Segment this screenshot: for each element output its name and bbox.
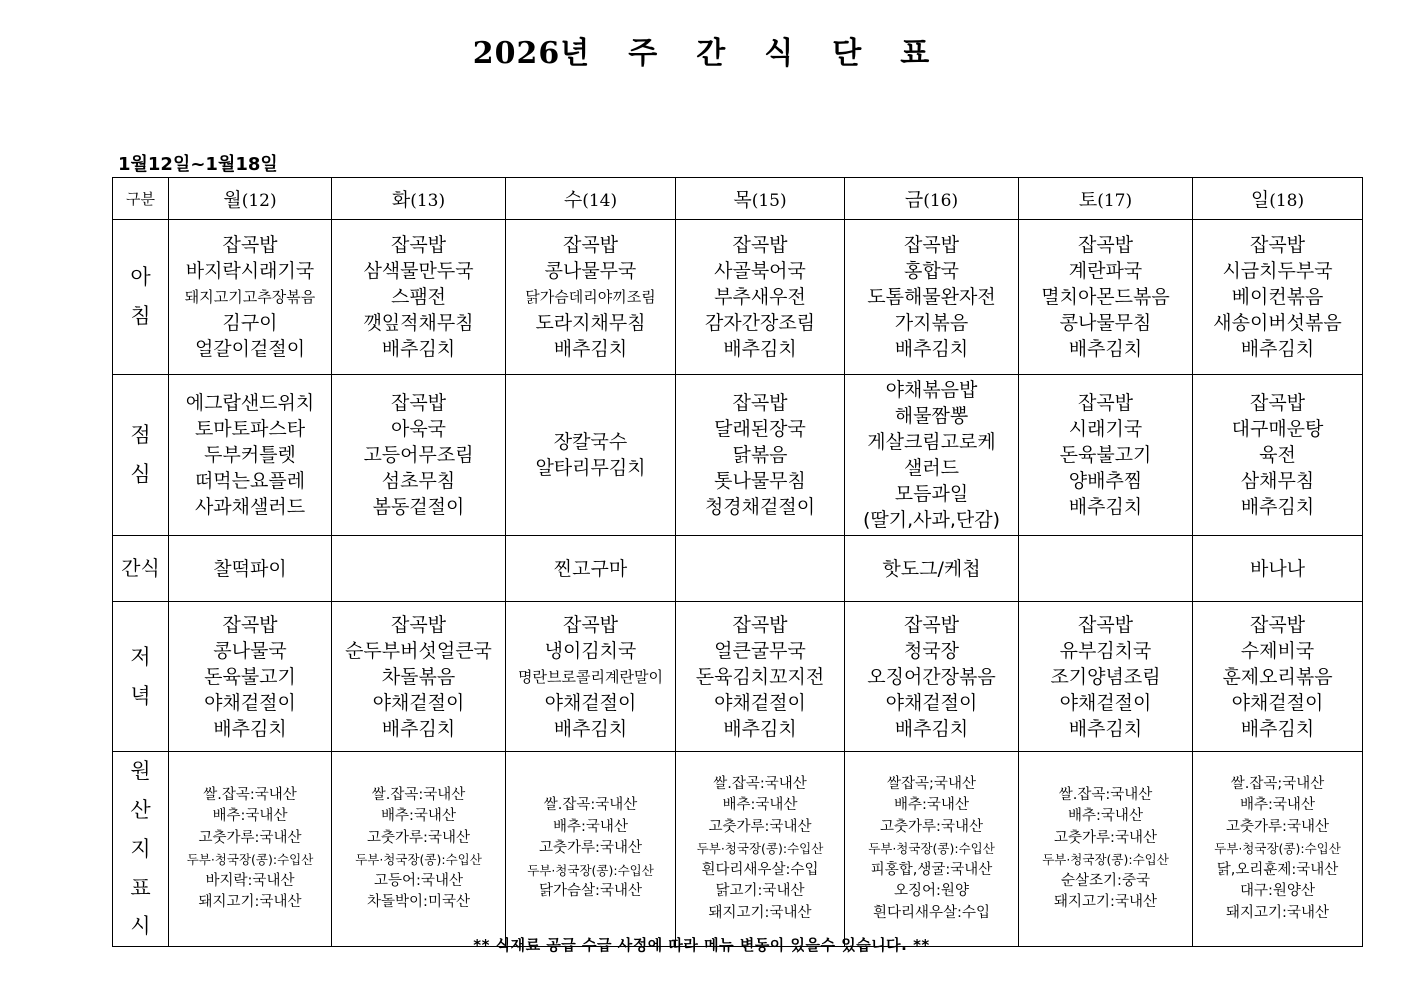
menu-item: 시래기국 — [1068, 418, 1143, 440]
menu-item: 삼채무침 — [1240, 470, 1315, 492]
origin-item: 순살조기:중국 — [1061, 872, 1150, 889]
menu-item: 양배추찜 — [1068, 470, 1143, 492]
dinner-cell — [169, 602, 332, 752]
snack-cell — [332, 536, 506, 602]
menu-item: 새송이버섯볶음 — [1213, 312, 1342, 334]
menu-item: 콩나물국 — [213, 639, 287, 662]
origin-item: 닭가슴살:국내산 — [539, 883, 642, 900]
menu-item: 잡곡밥 — [1077, 392, 1134, 414]
menu-item: 두부커틀렛 — [204, 444, 296, 466]
menu-item: 배추김치 — [1068, 717, 1143, 740]
menu-item: 잡곡밥 — [1249, 613, 1306, 636]
menu-item: 야채겉절이 — [372, 691, 465, 714]
menu-item: 돈육김치꼬지전 — [695, 665, 825, 688]
menu-item: 토마토파스타 — [194, 418, 306, 440]
origin-item: 바지락:국내산 — [205, 872, 295, 889]
breakfast-cell — [506, 220, 676, 375]
menu-item: 바지락시래기국 — [185, 260, 315, 282]
day-name: 수 — [563, 189, 583, 211]
menu-item: 돈육불고기 — [1059, 444, 1152, 466]
category-char: 점 — [130, 423, 151, 448]
menu-item: 배추김치 — [553, 338, 628, 360]
menu-item: 알타리무김치 — [535, 457, 646, 479]
origin-item: 두부·청국장(콩):수입산 — [355, 852, 482, 868]
menu-item: 홍합국 — [903, 260, 960, 282]
menu-item: 섬초무침 — [381, 470, 456, 492]
menu-item: 명란브로콜리계란말이 — [518, 667, 663, 686]
origin-item: 두부·청국장(콩):수입산 — [1214, 841, 1341, 857]
menu-item: 고등어무조림 — [363, 444, 474, 466]
menu-item: 얼큰굴무국 — [714, 639, 806, 662]
menu-item: 야채겉절이 — [1059, 691, 1152, 714]
day-number: (12) — [241, 191, 277, 211]
menu-item: 배추김치 — [381, 338, 456, 360]
menu-item: (딸기,사과,단감) — [862, 509, 1001, 531]
menu-item: 잡곡밥 — [903, 613, 960, 636]
dinner-cell — [332, 602, 506, 752]
menu-item: 멸치아몬드볶음 — [1041, 286, 1170, 308]
origin-item: 돼지고기:국내산 — [198, 894, 302, 911]
dinner-row — [113, 602, 1363, 752]
menu-item: 아욱국 — [390, 418, 447, 440]
menu-item: 잡곡밥 — [732, 234, 788, 256]
title-char: 단 — [832, 36, 863, 71]
menu-item: 해물짬뽕 — [894, 405, 969, 427]
menu-item: 돈육불고기 — [204, 665, 296, 688]
menu-item: 배추김치 — [1240, 338, 1315, 360]
origin-item: 두부·청국장(콩):수입산 — [1042, 852, 1169, 868]
menu-item: 배추김치 — [723, 338, 797, 360]
day-number: (14) — [582, 191, 618, 211]
origin-item: 배추:국내산 — [722, 797, 798, 814]
menu-item: 배추김치 — [1068, 338, 1143, 360]
menu-item: 배추김치 — [723, 717, 797, 740]
menu-item: 야채겉절이 — [714, 691, 806, 714]
menu-item: 잡곡밥 — [903, 234, 960, 256]
origin-row — [113, 752, 1363, 947]
menu-item: 청국장 — [903, 639, 960, 662]
category-char: 산 — [130, 797, 151, 822]
menu-item: 순두부버섯얼큰국 — [345, 639, 492, 662]
snack-cell — [169, 536, 332, 602]
day-header — [1193, 178, 1363, 220]
menu-item: 닭볶음 — [732, 444, 788, 466]
menu-item: 계란파국 — [1068, 260, 1143, 282]
menu-item: 배추김치 — [894, 717, 969, 740]
menu-item: 야채겉절이 — [885, 691, 978, 714]
origin-item: 대구:원양산 — [1240, 883, 1315, 900]
menu-item: 톳나물무침 — [714, 470, 806, 492]
origin-item: 배추:국내산 — [894, 797, 969, 814]
snack-cell — [506, 536, 676, 602]
lunch-cell — [169, 375, 332, 536]
origin-item: 쌀.잡곡:국내산 — [713, 775, 807, 792]
lunch-row — [113, 375, 1363, 536]
lunch-cell — [1019, 375, 1193, 536]
category-char: 원 — [130, 759, 151, 783]
menu-item: 삼색물만두국 — [363, 260, 474, 282]
snack-cell — [676, 536, 845, 602]
menu-item: 청경채겉절이 — [704, 496, 816, 518]
menu-item: 떠먹는요플레 — [194, 470, 306, 492]
date-range: 1월12일~1월18일 — [118, 154, 278, 175]
menu-item: 베이컨볶음 — [1231, 286, 1324, 308]
menu-item: 잡곡밥 — [562, 613, 619, 636]
origin-item: 고춧가루:국내산 — [1226, 818, 1329, 835]
title-char: 주 — [628, 36, 659, 71]
menu-item: 얼갈이겉절이 — [194, 338, 306, 360]
origin-item: 피홍합,생굴:국내산 — [870, 861, 993, 878]
snack-label — [113, 536, 169, 602]
menu-item: 콩나물무침 — [1059, 312, 1152, 334]
day-name: 화 — [391, 189, 411, 211]
origin-item: 배추:국내산 — [553, 818, 628, 835]
breakfast-cell — [1019, 220, 1193, 375]
origin-cell — [169, 752, 332, 947]
menu-item: 잡곡밥 — [390, 234, 447, 256]
origin-cell — [332, 752, 506, 947]
menu-item: 잡곡밥 — [732, 613, 788, 636]
origin-item: 돼지고기:국내산 — [1054, 894, 1157, 911]
origin-item: 흰다리새우살:수입 — [701, 861, 819, 878]
title-year: 2026년 — [472, 36, 591, 71]
day-number: (15) — [751, 191, 787, 211]
origin-item: 두부·청국장(콩):수입산 — [527, 862, 654, 878]
menu-item: 배추김치 — [894, 338, 969, 360]
menu-item: 차돌볶음 — [381, 665, 456, 688]
menu-item: 야채볶음밥 — [885, 379, 978, 401]
menu-item: 샐러드 — [903, 457, 960, 479]
origin-item: 쌀.잡곡:국내산 — [543, 797, 638, 814]
category-char: 저 — [130, 644, 151, 669]
origin-item: 두부·청국장(콩):수입산 — [696, 841, 824, 857]
menu-item: 잡곡밥 — [390, 613, 447, 636]
menu-item: 봄동겉절이 — [372, 496, 465, 518]
snack-cell — [845, 536, 1019, 602]
origin-label — [113, 752, 169, 947]
dinner-cell — [676, 602, 845, 752]
menu-item: 배추김치 — [1240, 717, 1315, 740]
menu-item: 배추김치 — [213, 717, 287, 740]
origin-item: 차돌박이:미국산 — [367, 894, 470, 911]
origin-item: 쌀.잡곡;국내산 — [1230, 775, 1325, 792]
category-char: 표 — [130, 875, 151, 900]
origin-item: 쌀.잡곡:국내산 — [1058, 786, 1153, 803]
menu-item: 대구매운탕 — [1231, 418, 1324, 440]
snack-cell — [1193, 536, 1363, 602]
menu-item: 야채겉절이 — [204, 691, 296, 714]
menu-item: 도톰해물완자전 — [867, 286, 996, 308]
category-char: 침 — [130, 304, 151, 328]
page-title — [0, 28, 1403, 72]
menu-item: 사골북어국 — [714, 260, 806, 282]
breakfast-row — [113, 220, 1363, 375]
menu-item: 사과채샐러드 — [194, 496, 306, 518]
day-header — [332, 178, 506, 220]
menu-item: 돼지고기고추장볶음 — [184, 288, 316, 306]
dinner-cell — [1019, 602, 1193, 752]
origin-item: 쌀.잡곡:국내산 — [203, 786, 297, 803]
origin-cell — [506, 752, 676, 947]
menu-item: 달래된장국 — [714, 418, 806, 440]
origin-item: 닭,오리훈제:국내산 — [1216, 861, 1339, 878]
origin-item: 두부·청국장(콩):수입산 — [868, 841, 995, 857]
day-number: (13) — [410, 191, 446, 211]
category-char: 간식 — [121, 556, 160, 580]
menu-item: 모듬과일 — [894, 483, 969, 505]
lunch-cell — [845, 375, 1019, 536]
breakfast-cell — [676, 220, 845, 375]
menu-item: 찐고구마 — [553, 557, 628, 580]
breakfast-cell — [332, 220, 506, 375]
day-header — [676, 178, 845, 220]
title-char: 표 — [900, 36, 931, 71]
category-char: 녁 — [130, 683, 151, 708]
menu-item: 오징어간장볶음 — [867, 665, 996, 688]
menu-item: 바나나 — [1249, 557, 1306, 580]
day-header — [506, 178, 676, 220]
menu-item: 조기양념조림 — [1050, 665, 1161, 688]
menu-item: 수제비국 — [1240, 639, 1315, 662]
origin-item: 쌀.잡곡:국내산 — [371, 786, 466, 803]
menu-item: 잡곡밥 — [1077, 234, 1134, 256]
origin-item: 두부·청국장(콩):수입산 — [186, 852, 314, 868]
origin-item: 고춧가루:국내산 — [198, 829, 302, 846]
menu-item: 배추김치 — [381, 717, 456, 740]
day-name: 목 — [733, 189, 752, 211]
origin-item: 고춧가루:국내산 — [708, 818, 812, 835]
menu-item: 잡곡밥 — [732, 392, 788, 414]
dinner-cell — [845, 602, 1019, 752]
breakfast-cell — [1193, 220, 1363, 375]
menu-item: 잡곡밥 — [1077, 613, 1134, 636]
lunch-label — [113, 375, 169, 536]
menu-item: 핫도그/케첩 — [882, 557, 981, 580]
menu-item: 육전 — [1259, 444, 1296, 466]
day-number: (18) — [1269, 191, 1305, 211]
dinner-cell — [506, 602, 676, 752]
lunch-cell — [1193, 375, 1363, 536]
snack-row — [113, 536, 1363, 602]
origin-item: 고춧가루:국내산 — [367, 829, 470, 846]
menu-item: 잡곡밥 — [1249, 392, 1306, 414]
menu-item: 야채겉절이 — [1231, 691, 1324, 714]
menu-item: 찰떡파이 — [213, 557, 287, 580]
day-number: (17) — [1097, 191, 1133, 211]
day-name: 월 — [223, 189, 242, 211]
lunch-cell — [506, 375, 676, 536]
origin-item: 흰다리새우살:수입 — [873, 904, 990, 921]
menu-item: 야채겉절이 — [544, 691, 637, 714]
menu-item: 게살크림고로케 — [867, 431, 996, 453]
menu-item: 스팸전 — [390, 286, 447, 308]
origin-item: 배추:국내산 — [1068, 808, 1143, 825]
title-char: 간 — [696, 36, 727, 71]
menu-item: 도라지채무침 — [535, 312, 646, 334]
menu-item: 유부김치국 — [1059, 639, 1152, 662]
category-char: 시 — [130, 914, 151, 939]
breakfast-cell — [845, 220, 1019, 375]
menu-item: 닭가슴데리야끼조림 — [525, 288, 656, 306]
category-char: 심 — [130, 462, 151, 486]
lunch-cell — [332, 375, 506, 536]
origin-cell — [845, 752, 1019, 947]
menu-item: 에그랍샌드위치 — [185, 392, 315, 414]
day-number: (16) — [923, 191, 959, 211]
origin-cell — [1193, 752, 1363, 947]
menu-item: 가지볶음 — [894, 312, 969, 334]
dinner-label — [113, 602, 169, 752]
day-name: 일 — [1250, 189, 1270, 211]
origin-item: 배추:국내산 — [1240, 797, 1315, 814]
origin-item: 배추:국내산 — [381, 808, 456, 825]
menu-item: 배추김치 — [553, 717, 628, 740]
menu-item: 잡곡밥 — [222, 234, 278, 256]
origin-item: 돼지고기:국내산 — [1226, 904, 1329, 921]
day-name: 토 — [1078, 189, 1098, 211]
menu-item: 김구이 — [222, 312, 278, 334]
origin-item: 돼지고기:국내산 — [708, 904, 812, 921]
lunch-cell — [676, 375, 845, 536]
menu-item: 배추김치 — [1068, 496, 1143, 518]
menu-item: 배추김치 — [1240, 496, 1315, 518]
origin-cell — [1019, 752, 1193, 947]
origin-cell — [676, 752, 845, 947]
category-char: 지 — [130, 836, 151, 861]
menu-item: 장칼국수 — [553, 431, 628, 453]
snack-cell — [1019, 536, 1193, 602]
footer-note: ** 식재료 공급 수급 사정에 따라 메뉴 변동이 있을수 있습니다. ** — [473, 936, 930, 954]
breakfast-cell — [169, 220, 332, 375]
menu-item: 부추새우전 — [714, 286, 806, 308]
title-char: 식 — [764, 36, 795, 71]
menu-item: 냉이김치국 — [544, 639, 637, 662]
menu-item: 잡곡밥 — [562, 234, 619, 256]
menu-item: 시금치두부국 — [1222, 260, 1333, 282]
menu-item: 훈제오리볶음 — [1222, 665, 1333, 688]
dinner-cell — [1193, 602, 1363, 752]
origin-item: 닭고기:국내산 — [715, 883, 805, 900]
day-header — [1019, 178, 1193, 220]
breakfast-label — [113, 220, 169, 375]
day-name: 금 — [904, 189, 924, 211]
menu-item: 콩나물무국 — [544, 260, 637, 282]
menu-item: 깻잎적채무침 — [363, 312, 474, 334]
menu-table — [112, 177, 1363, 947]
menu-item: 잡곡밥 — [1249, 234, 1306, 256]
menu-item: 감자간장조림 — [704, 312, 816, 334]
origin-item: 배추:국내산 — [212, 808, 288, 825]
day-header — [845, 178, 1019, 220]
menu-item: 잡곡밥 — [390, 392, 447, 414]
origin-item: 고춧가루:국내산 — [880, 818, 983, 835]
origin-item: 쌀잡곡;국내산 — [887, 775, 976, 792]
origin-item: 오징어:원양 — [894, 883, 969, 900]
corner-label: 구분 — [113, 178, 169, 220]
day-header — [169, 178, 332, 220]
menu-item: 잡곡밥 — [222, 613, 278, 636]
origin-item: 고등어:국내산 — [374, 872, 463, 889]
origin-item: 고춧가루:국내산 — [539, 840, 642, 857]
category-char: 아 — [130, 265, 151, 290]
origin-item: 고춧가루:국내산 — [1054, 829, 1157, 846]
